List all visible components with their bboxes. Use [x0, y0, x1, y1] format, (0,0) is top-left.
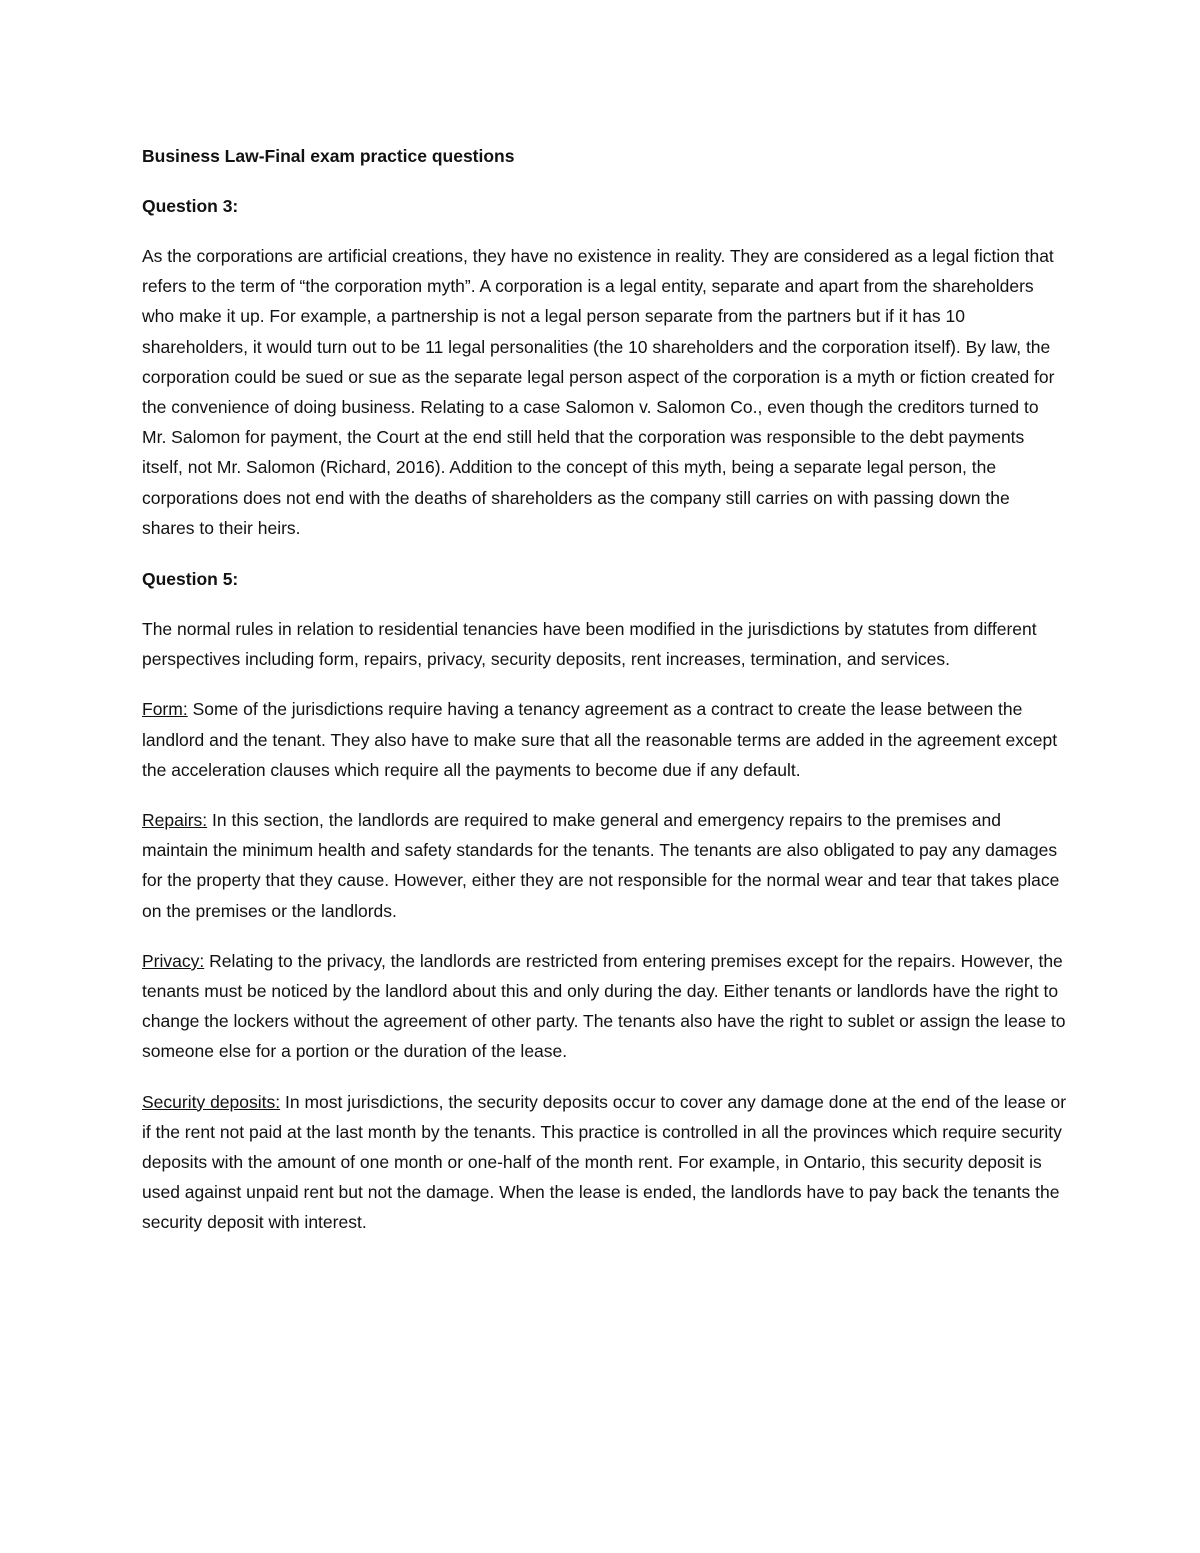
- section-security-deposits-term: Security deposits:: [142, 1091, 281, 1112]
- document-title: Business Law-Final exam practice questions: [142, 146, 515, 166]
- question-3-heading: Question 3:: [142, 196, 239, 216]
- section-form-term: Form:: [142, 699, 188, 720]
- question-5-heading: Question 5:: [142, 569, 239, 590]
- section-repairs: [142, 805, 1067, 926]
- section-security-deposits-text: In most jurisdictions, the security deposits occur to cover any damage done at the end of the lease or if the rent not paid at the last month by the tenants. This practice is controlled in all the provinces which require security deposits with the amount of one month or one-half of the month rent. For example, in Ontario, this security deposit is used against unpaid rent but not the damage. When the lease is ended, the landlords have to pay back the tenants the security deposit with interest.: [142, 1091, 1067, 1233]
- section-repairs-text: In this section, the landlords are required to make general and emergency repairs to the premises and maintain the minimum health and safety standards for the tenants. The tenants are also obligated to pay any damages for the property that they cause. However, either they are not responsible for the normal wear and tear that takes place on the premises or the landlords.: [142, 810, 1060, 921]
- section-form-text: Some of the jurisdictions require having a tenancy agreement as a contract to create the lease between the landlord and the tenant. They also have to make sure that all the reasonable terms are added in the agreement except the acceleration clauses which require all the payments to become due if any default.: [142, 699, 1058, 780]
- section-privacy: [142, 946, 1067, 1067]
- question-5-intro: The normal rules in relation to residential tenancies have been modified in the jurisdictions by statutes from different perspectives including form, repairs, privacy, security deposits, rent increases, termination, and services.: [142, 619, 1037, 670]
- section-form: [142, 694, 1067, 785]
- section-security-deposits: [142, 1087, 1067, 1238]
- section-privacy-term: Privacy:: [142, 950, 205, 971]
- section-privacy-text: Relating to the privacy, the landlords are restricted from entering premises except for the repairs. However, the tenants must be noticed by the landlord about this and only during the day. Either tenants or landlords have the right to change the lockers without the agreement of other party. The tenants also have the right to sublet or assign the lease to someone else for a portion or the duration of the lease.: [142, 950, 1066, 1062]
- document-page: [142, 141, 1067, 1258]
- question-3-body: As the corporations are artificial creations, they have no existence in reality. They are considered as a legal fiction that refers to the term of “the corporation myth”. A corporation is a legal entity, separate and apart from the shareholders who make it up. For example, a partnership is not a legal person separate from the partners but if it has 10 shareholders, it would turn out to be 11 legal personalities (the 10 shareholders and the corporation itself). By law, the corporation could be sued or sue as the separate legal person aspect of the corporation is a myth or fiction created for the convenience of doing business. Relating to a case Salomon v. Salomon Co., even though the creditors turned to Mr. Salomon for payment, the Court at the end still held that the corporation was responsible to the debt payments itself, not Mr. Salomon (Richard, 2016). Addition to the concept of this myth, being a separate legal person, the corporations does not end with the deaths of shareholders as the company still carries on with passing down the shares to their heirs.: [142, 246, 1055, 538]
- section-repairs-term: Repairs:: [142, 810, 208, 831]
